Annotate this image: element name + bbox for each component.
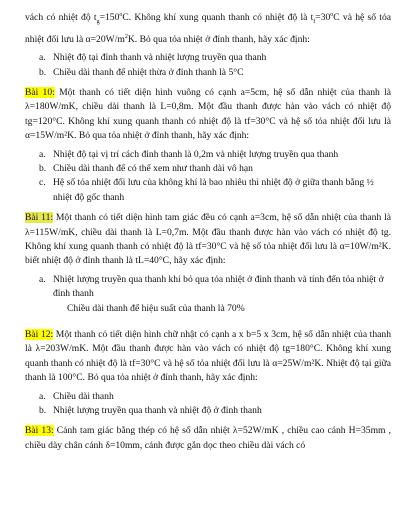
intro-text: K. Bỏ qua tỏa nhiệt ở đỉnh thanh, hãy xác: [127, 33, 288, 45]
intro-text: hệ số tỏa nhiệt đối lưu là α=20W/m: [25, 12, 392, 45]
problem-label: Bài 12:: [25, 329, 54, 340]
problem-label: Bài 10:: [25, 86, 55, 98]
problem-13: [25, 424, 391, 453]
list-item: [39, 404, 391, 418]
list-item: [39, 176, 391, 205]
problem-text: Một thanh có tiết diện hình chữ nhật có cạnh a x b=5 x 3cm, hệ số dẫn nhiệt của thanh là λ=203W/mK. Một đầu thanh được hàn vào vách có nhiệt độ tg=180°C. Không khí xung quanh thanh có nhiệt độ là tf=30°C và hệ số tỏa nhiệt đối lưu là α=25W/m²K. Nhiệt độ tại giữa thanh là 100°C. Bỏ qua tỏa nhiệt ở đỉnh thanh, hãy xác định:: [25, 329, 391, 384]
problem-12: [25, 328, 391, 386]
item-text: Nhiệt độ tại đỉnh thanh và nhiệt lượng truyền qua thanh: [53, 52, 267, 64]
problem-10-list: [25, 148, 391, 206]
item-text: Hệ số tỏa nhiệt đối lưu của không khí là bao nhiêu thì nhiệt độ ở giữa thanh bằng ½ nhiệt độ gốc thanh: [53, 177, 374, 203]
superscript: o: [330, 12, 334, 18]
problem-text: Một thanh có tiết diện hình tam giác đều có cạnh a=3cm, hệ số dẫn nhiệt của thanh là λ=115W/mK, chiều dài thanh là L=0,7m. Một đầu thanh được hàn vào vách có nhiệt độ tg. Không khí xung quanh thanh có nhiệt độ là tf=30°C và hệ số tỏa nhiệt đối lưu là α=10W/m²K. biết nhiệt độ ở đỉnh thanh là tL=40°C, hãy xác định:: [25, 212, 392, 267]
superscript: 2: [124, 33, 128, 40]
intro-text: =150: [99, 12, 120, 24]
intro-list: [25, 51, 391, 80]
item-marker: b.: [39, 162, 47, 174]
list-item: [39, 51, 391, 65]
item-marker: a.: [39, 148, 46, 160]
item-text: Nhiệt lượng truyền qua thanh và nhiệt độ ở đỉnh thanh: [53, 405, 262, 417]
problem-label: Bài 11:: [25, 212, 54, 224]
problem-12-list: [25, 390, 391, 419]
problem-11-list: [25, 273, 391, 316]
item-text: Nhiệt lượng truyền qua thanh khi bỏ qua tỏa nhiệt ở đỉnh thanh và tính đến tỏa nhiệt ở đỉnh thanh: [53, 273, 384, 300]
item-text: Chiều dài thanh để nhiệt thừa ở đỉnh thanh là 5°C: [53, 66, 244, 78]
intro-text: =30: [315, 12, 331, 24]
item-text: Nhiệt độ tại vị trí cách đỉnh thanh là 0,2m và nhiệt lượng truyền qua thanh: [53, 148, 339, 160]
superscript: o: [119, 12, 123, 18]
item-text: Chiều dài thanh: [53, 390, 114, 402]
intro-text: vách có nhiệt độ t: [25, 12, 97, 24]
item-marker: c.: [39, 177, 46, 189]
intro-text: C và: [333, 12, 352, 24]
item-marker: a.: [39, 273, 46, 285]
intro-paragraph: [25, 8, 391, 47]
item-marker: b.: [39, 66, 47, 78]
problem-text: Một thanh có tiết diện hình vuông có cạnh a=5cm, hệ số dẫn nhiệt của thanh là λ=180W/mK, chiều dài thanh là L=0,8m. Một đầu thanh được hàn vào vách có nhiệt độ tg=120°C. Không khí xung quanh thanh có nhiệt độ là tf=30°C và hệ số tỏa nhiệt đối lưu là α=15W/m²K. Bỏ qua tỏa nhiệt ở đỉnh thanh, hãy xác định:: [25, 86, 391, 142]
item-marker: a.: [39, 390, 46, 402]
list-item: [39, 66, 391, 80]
subscript: g: [96, 19, 100, 26]
problem-11: [25, 211, 391, 269]
problem-text: Cánh tam giác bằng thép có hệ số dẫn nhiệt λ=52W/mK , chiều cao cánh H=35mm , chiều dày chân cánh δ=10mm, cánh được gắn dọc theo chiều dài vách có: [25, 425, 391, 451]
list-item: [39, 162, 391, 176]
item-marker: a.: [39, 52, 46, 64]
intro-text: C. Không khí xung quanh thanh có nhiệt độ là t: [122, 12, 314, 24]
item-continuation: Chiều dài thanh để hiệu suất của thanh là 70%: [67, 302, 245, 314]
subscript: f: [313, 19, 316, 26]
list-item: [39, 390, 391, 404]
intro-text: định:: [290, 33, 310, 45]
problem-label: Bài 13:: [25, 425, 54, 437]
list-item: [39, 273, 391, 302]
item-marker: b.: [39, 405, 47, 417]
problem-10: [25, 86, 391, 144]
item-text: Chiều dài thanh để có thể xem như thanh dài vô hạn: [53, 162, 253, 174]
list-item: [39, 148, 391, 162]
